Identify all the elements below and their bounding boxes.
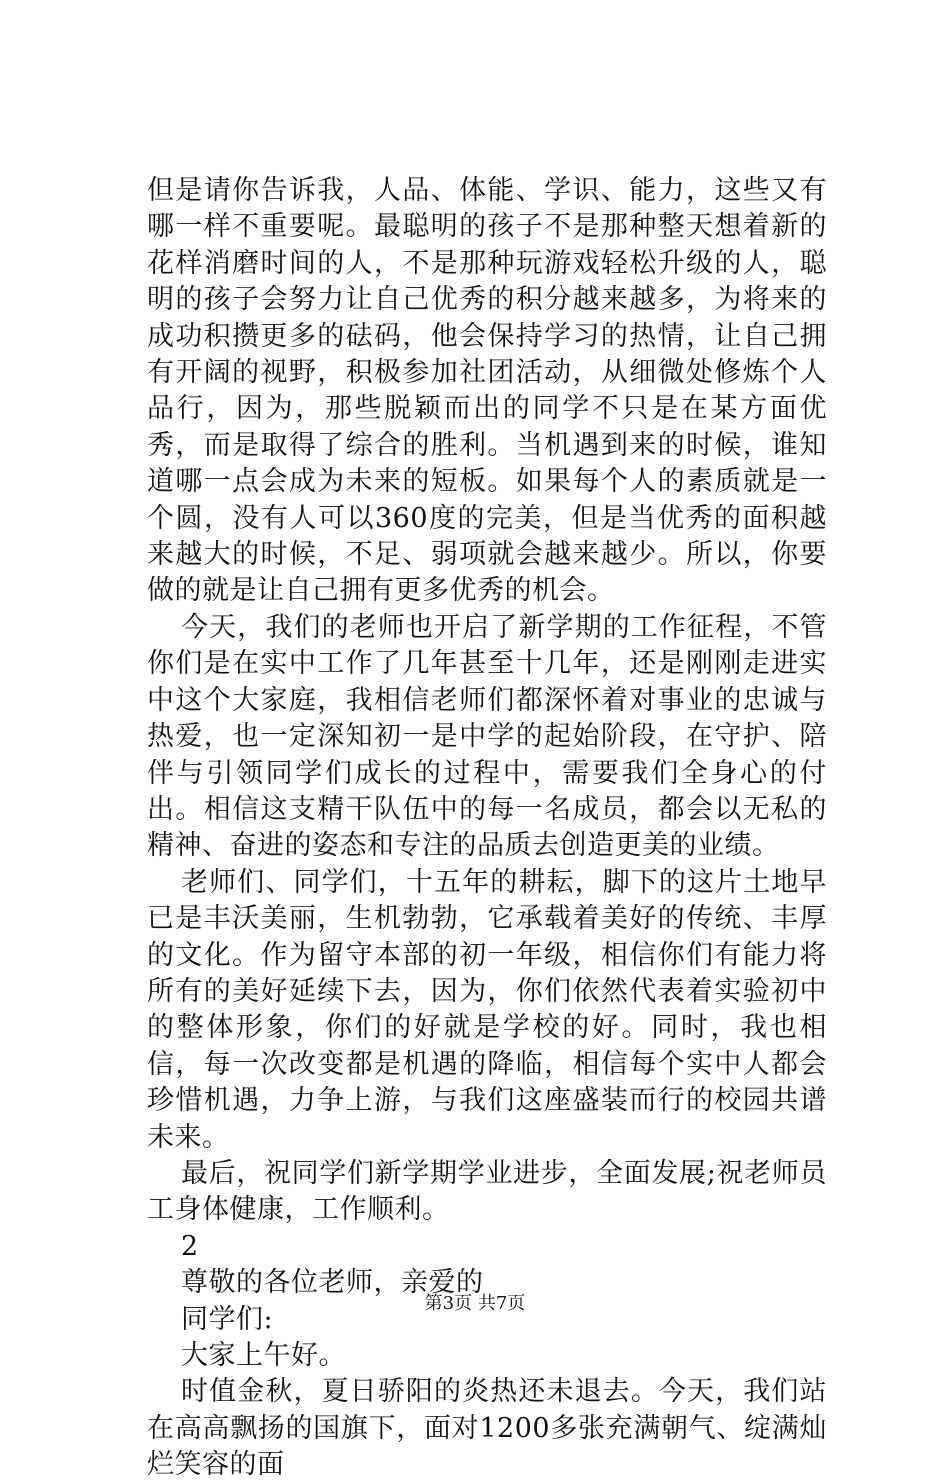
greeting-line: 大家上午好。 xyxy=(181,1340,346,1371)
paragraph-5: 时值金秋，夏日骄阳的炎热还未退去。今天，我们站在高高飘扬的国旗下，面对1200多张充满朝气、绽满灿烂笑容的面 xyxy=(147,1376,827,1481)
salutation-line-2: 同学们: xyxy=(181,1303,274,1335)
paragraph-4: 最后，祝同学们新学期学业进步，全面发展;祝老师员工身体健康，工作顺利。 xyxy=(147,1157,827,1226)
paragraph-2: 今天，我们的老师也开启了新学期的工作征程，不管你们是在实中工作了几年甚至十几年，还是刚刚走进实中这个大家庭，我相信老师们都深怀着对事业的忠诚与热爱，也一定深知初一是中学的起始阶段，在守护、陪伴与引领同学们成长的过程中，需要我们全身心的付出。相信这支精干队伍中的每一名成员，都会以无私的精神、奋进的姿态和专注的品质去创造更美的业绩。 xyxy=(147,611,827,862)
section-number: 2 xyxy=(181,1230,199,1262)
salutation-line-1: 尊敬的各位老师，亲爱的 xyxy=(181,1267,484,1299)
paragraph-3: 老师们、同学们，十五年的耕耘，脚下的这片土地早已是丰沃美丽，生机勃勃，它承载着美好的传统、丰厚的文化。作为留守本部的初一年级，相信你们有能力将所有的美好延续下去，因为，你们依然代表着实验初中的整体形象，你们的好就是学校的好。同时，我也相信，每一次改变都是机遇的降临，相信每个实中人都会珍惜机遇，力争上游，与我们这座盛装而行的校园共谱未来。 xyxy=(147,866,827,1153)
page-number-footer: 第3页 共7页 xyxy=(424,1293,526,1314)
paragraph-1: 但是请你告诉我，人品、体能、学识、能力，这些又有哪一样不重要呢。最聪明的孩子不是那种整天想着新的花样消磨时间的人，不是那种玩游戏轻松升级的人，聪明的孩子会努力让自己优秀的积分越来越多，为将来的成功积攒更多的砝码，他会保持学习的热情，让自己拥有开阔的视野，积极参加社团活动，从细微处修炼个人品行，因为，那些脱颖而出的同学不只是在某方面优秀，而是取得了综合的胜利。当机遇到来的时候，谁知道哪一点会成为未来的短板。如果每个人的素质就是一个圆，没有人可以360度的完美，但是当优秀的面积越来越大的时候，不足、弱项就会越来越少。所以，你要做的就是让自己拥有更多优秀的机会。 xyxy=(147,175,827,607)
document-body xyxy=(147,173,827,1484)
